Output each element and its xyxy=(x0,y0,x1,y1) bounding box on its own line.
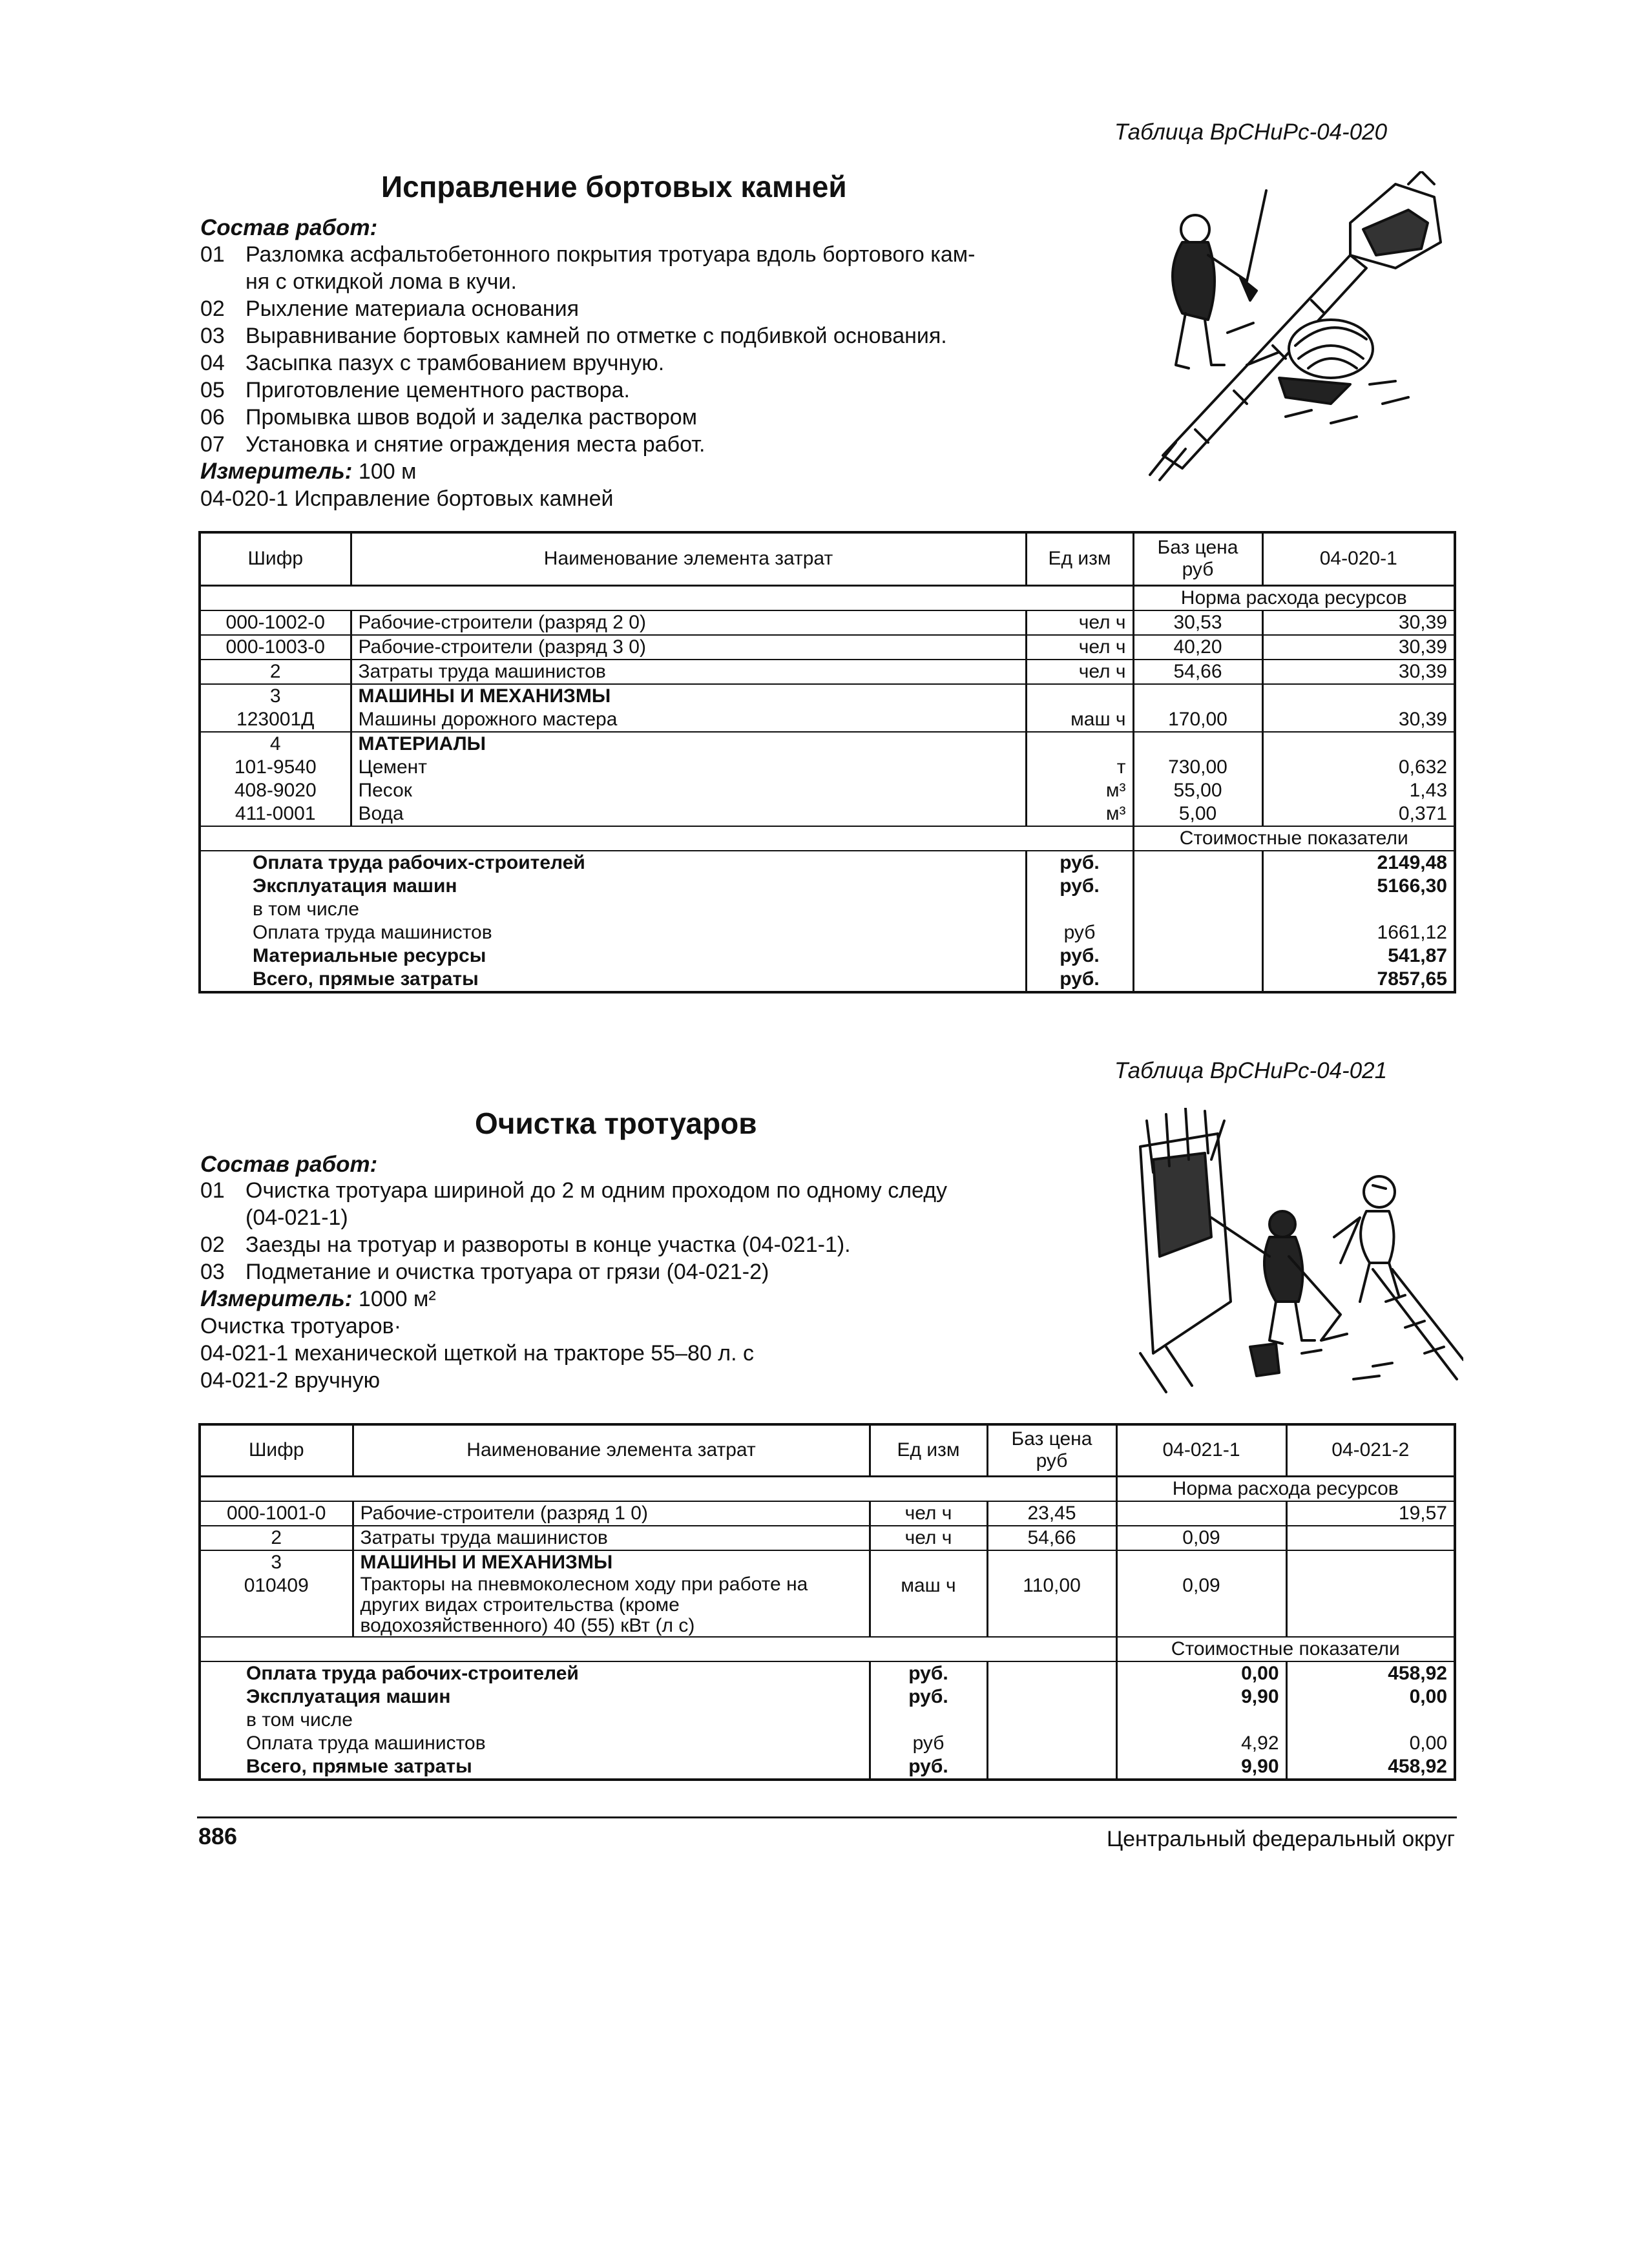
work-item: 02 Рыхление материала основания xyxy=(200,297,579,321)
group-line: Очистка тротуаров· xyxy=(200,1314,402,1338)
work-list xyxy=(200,241,976,512)
work-item: 06 Промывка швов водой и заделка раствором xyxy=(200,405,698,430)
col-header-item-2: 04-021-2 xyxy=(1286,1424,1455,1476)
cost-table-2 xyxy=(198,1423,1456,1781)
total-row: Материальные ресурсы руб. 541,87 xyxy=(200,944,1455,968)
norm-label: Норма расхода ресурсов xyxy=(1133,585,1455,610)
total-row: в том числе xyxy=(200,1709,1455,1732)
table-row: 411-0001 Вода м³ 5,00 0,371 xyxy=(200,802,1455,826)
table-row: 123001Д Машины дорожного мастера маш ч 170,00 30,39 xyxy=(200,708,1455,732)
work-item: 01 Очистка тротуара шириной до 2 м одним проходом по одному следу xyxy=(200,1178,948,1203)
table-row: 2 Затраты труда машинистов чел ч 54,66 0,09 xyxy=(200,1526,1455,1550)
curb-repair-illustration xyxy=(1137,171,1447,481)
table-row: 000-1002-0 Рабочие-строители (разряд 2 0) чел ч 30,53 30,39 xyxy=(200,610,1455,635)
section-title: Очистка тротуаров xyxy=(475,1107,757,1140)
section-title: Исправление бортовых камней xyxy=(381,170,847,203)
work-item: 01 Разломка асфальтобетонного покрытия тротуара вдоль бортового кам- xyxy=(200,242,976,267)
cost-label: Стоимостные показатели xyxy=(1133,826,1455,851)
table-row: 3 МАШИНЫ И МЕХАНИЗМЫ xyxy=(200,684,1455,708)
total-row: Оплата труда рабочих-строителей руб. 2149,48 xyxy=(200,851,1455,875)
work-item: 03 Подметание и очистка тротуара от грязи (04-021-2) xyxy=(200,1260,769,1284)
meter-line: Измеритель: 100 м xyxy=(200,459,417,484)
table-row: 000-1001-0 Рабочие-строители (разряд 1 0) чел ч 23,45 19,57 xyxy=(200,1501,1455,1526)
table-row: 408-9020 Песок м³ 55,00 1,43 xyxy=(200,779,1455,802)
work-item: 03 Выравнивание бортовых камней по отметке с подбивкой основания. xyxy=(200,324,947,348)
table-row: 010409 Тракторы на пневмоколесном ходу при работе на других видах строительства (кроме водохозяйственного) 40 (55) кВт (л с) маш ч 110,00 0,09 xyxy=(200,1574,1455,1637)
footer-rule xyxy=(197,1816,1457,1818)
work-item-cont: (04-021-1) xyxy=(245,1205,348,1230)
col-header-unit: Ед изм xyxy=(1026,532,1133,585)
work-item: 02 Заезды на тротуар и развороты в конце участка (04-021-1). xyxy=(200,1233,851,1257)
norm-label: Норма расхода ресурсов xyxy=(1116,1476,1455,1501)
table-row: 4 МАТЕРИАЛЫ xyxy=(200,732,1455,756)
work-item: 05 Приготовление цементного раствора. xyxy=(200,378,630,402)
sidewalk-cleaning-illustration xyxy=(1127,1108,1463,1399)
total-row: Всего, прямые затраты руб. 9,90 458,92 xyxy=(200,1755,1455,1780)
subitem-line: 04-020-1 Исправление бортовых камней xyxy=(200,486,614,511)
work-item: 04 Засыпка пазух с трамбованием вручную. xyxy=(200,351,665,375)
col-header-price: Баз цена руб xyxy=(1133,532,1262,585)
total-row: Всего, прямые затраты руб. 7857,65 xyxy=(200,968,1455,992)
cost-label: Стоимостные показатели xyxy=(1116,1637,1455,1661)
table-caption: Таблица ВрСНиРс-04-021 xyxy=(1114,1058,1388,1083)
cost-table-1 xyxy=(198,531,1456,994)
col-header-item: 04-020-1 xyxy=(1262,532,1455,585)
total-row: Эксплуатация машин руб. 9,90 0,00 xyxy=(200,1685,1455,1709)
col-header-code: Шифр xyxy=(200,1424,353,1476)
table-row: 000-1003-0 Рабочие-строители (разряд 3 0) чел ч 40,20 30,39 xyxy=(200,635,1455,660)
col-header-code: Шифр xyxy=(200,532,351,585)
col-header-unit: Ед изм xyxy=(870,1424,987,1476)
total-row: Оплата труда машинистов руб 4,92 0,00 xyxy=(200,1732,1455,1755)
total-row: в том числе xyxy=(200,898,1455,921)
composition-label: Состав работ: xyxy=(200,1152,378,1177)
page-number: 886 xyxy=(198,1823,238,1849)
subitem-line: 04-021-1 механической щеткой на тракторе 55–80 л. с xyxy=(200,1341,755,1366)
col-header-name: Наименование элемента затрат xyxy=(353,1424,870,1476)
table-row: 101-9540 Цемент т 730,00 0,632 xyxy=(200,756,1455,779)
table-row: 2 Затраты труда машинистов чел ч 54,66 30,39 xyxy=(200,660,1455,684)
table-caption: Таблица ВрСНиРс-04-020 xyxy=(1114,120,1388,145)
work-list xyxy=(200,1177,947,1394)
total-row: Эксплуатация машин руб. 5166,30 xyxy=(200,875,1455,898)
col-header-item-1: 04-021-1 xyxy=(1116,1424,1286,1476)
subitem-line: 04-021-2 вручную xyxy=(200,1368,381,1393)
col-header-name: Наименование элемента затрат xyxy=(351,532,1026,585)
composition-label: Состав работ: xyxy=(200,215,378,240)
col-header-price: Баз цена руб xyxy=(987,1424,1116,1476)
table-row: 3 МАШИНЫ И МЕХАНИЗМЫ xyxy=(200,1550,1455,1574)
work-item-cont: ня с откидкой лома в кучи. xyxy=(245,269,517,294)
total-row: Оплата труда машинистов руб 1661,12 xyxy=(200,921,1455,944)
total-row: Оплата труда рабочих-строителей руб. 0,00 458,92 xyxy=(200,1661,1455,1685)
meter-line: Измеритель: 1000 м² xyxy=(200,1286,436,1311)
region-label: Центральный федеральный округ xyxy=(1106,1827,1455,1851)
work-item: 07 Установка и снятие ограждения места работ. xyxy=(200,432,705,457)
